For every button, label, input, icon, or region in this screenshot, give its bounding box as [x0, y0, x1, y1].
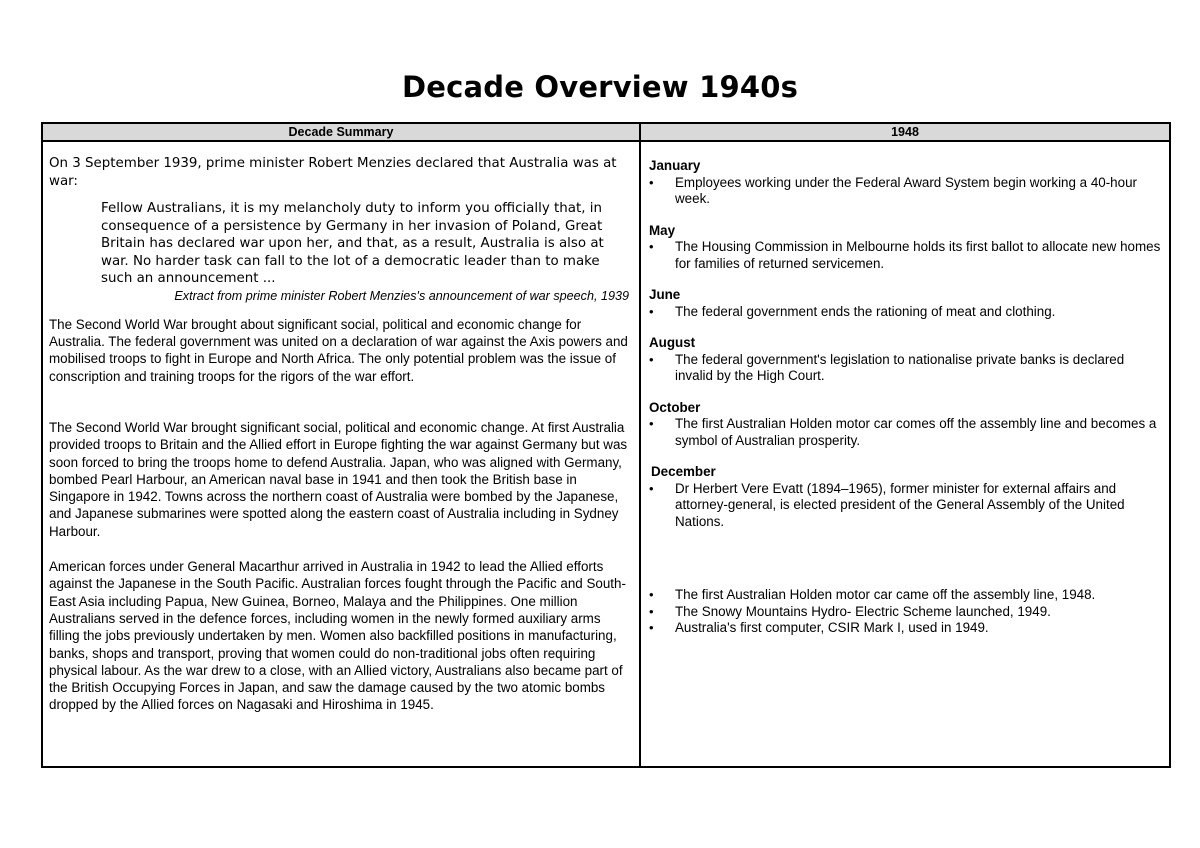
summary-paragraph: The Second World War brought significant social, political and economic change. At first Australia provided troops to Britain and the Allied effort in Europe fighting the war against Germany but was soon forced to bring the troops home to defend Australia. Japan, who was aligned with Germany, bombed Pearl Harbour, an American naval base in 1941 and then took the British base in Singapore in 1942. Towns across the northern coast of Australia were bombed by the Japanese, and Japanese submarines were spotted along the eastern coast of Australia including in Sydney Harbour.	[49, 419, 628, 539]
event-item	[649, 587, 1161, 604]
year-1948-column	[641, 124, 1169, 766]
month-june	[649, 287, 1161, 320]
month-may	[649, 223, 1161, 273]
event-item	[649, 604, 1161, 621]
summary-paragraph: American forces under General Macarthur arrived in Australia in 1942 to lead the Allied efforts against the Japanese in the South Pacific. Australian forces fought through the Pacific and South-East Asia including Papua, New Guinea, Borneo, Malaya and the Philippines. One million Australians served in the defence forces, including women in the newly formed auxiliary arms filling the jobs previously undertaken by men. Women also backfilled positions in manufacturing, banks, shops and transport, proving that women could do non-traditional jobs often requiring physical labour. As the war drew to a close, with an Allied victory, Australians also became part of the British Occupying Forces in Japan, and saw the damage caused by the two atomic bombs dropped by the Allied forces on Nagasaki and Hiroshima in 1945.	[49, 559, 626, 713]
summary-paragraph: The Second World War brought about significant social, political and economic change for Australia. The federal government was united on a declaration of war against the Axis powers and mobilised troops to fight in Europe and North Africa. The only potential problem was the issue of conscription and training troops for the rigors of the war effort.	[49, 316, 628, 384]
month-label: June	[649, 287, 681, 302]
event-text: Dr Herbert Vere Evatt (1894–1965), former minister for external affairs and attorney-general, is elected president of the General Assembly of the United Nations.	[675, 480, 1125, 529]
bullet-icon	[649, 587, 675, 604]
event-text: The federal government's legislation to nationalise private banks is declared invalid by the High Court.	[675, 351, 1125, 383]
month-december	[649, 464, 1161, 530]
year-1948-header: 1948	[641, 124, 1169, 142]
month-january	[649, 158, 1161, 208]
bullet-icon	[649, 481, 675, 498]
later-events-list	[649, 587, 1161, 637]
month-label: May	[649, 222, 676, 238]
event-item	[649, 175, 1161, 208]
event-text: The first Australian Holden motor car comes off the assembly line and becomes a symbol of Australian prosperity.	[675, 416, 1157, 448]
event-item	[649, 304, 1161, 321]
intro-text: On 3 September 1939, prime minister Robert Menzies declared that Australia was at war:	[49, 156, 617, 189]
bullet-icon	[649, 175, 675, 192]
bullet-icon	[649, 239, 675, 256]
event-text: The Snowy Mountains Hydro- Electric Scheme launched, 1949.	[675, 603, 1051, 619]
menzies-quote: Fellow Australians, it is my melancholy duty to inform you officially that, in consequence of a persistence by Germany in her invasion of Poland, Great Britain has declared war upon her, and that, as a result, Australia is also at war. No harder task can fall to the lot of a democratic leader than to make such an announcement ...	[101, 201, 604, 286]
event-text: Employees working under the Federal Award System begin working a 40-hour week.	[675, 174, 1137, 206]
year-1948-body	[641, 142, 1169, 637]
bullet-icon	[649, 620, 675, 637]
event-item	[649, 239, 1161, 272]
decade-summary-body	[43, 142, 639, 714]
event-text: The Housing Commission in Melbourne holds its first ballot to allocate new homes for families of returned servicemen.	[675, 239, 1161, 271]
event-item	[649, 352, 1161, 385]
decade-summary-column	[43, 124, 641, 766]
bullet-icon	[649, 304, 675, 321]
overview-table	[41, 122, 1171, 768]
bullet-icon	[649, 604, 675, 621]
decade-summary-header: Decade Summary	[43, 124, 639, 142]
month-label: August	[649, 335, 696, 350]
event-item	[649, 620, 1161, 637]
month-label: January	[649, 158, 701, 173]
quote-citation: Extract from prime minister Robert Menzies's announcement of war speech, 1939	[174, 288, 629, 303]
page-title: Decade Overview 1940s	[401, 70, 799, 104]
event-text: The first Australian Holden motor car came off the assembly line, 1948.	[675, 587, 1096, 602]
month-label: October	[649, 399, 701, 415]
event-text: The federal government ends the rationing of meat and clothing.	[675, 303, 1056, 319]
bullet-icon	[649, 416, 675, 433]
event-text: Australia's first computer, CSIR Mark I, used in 1949.	[675, 620, 989, 635]
event-item	[649, 481, 1161, 531]
month-label: December	[651, 464, 716, 479]
month-october	[649, 400, 1161, 450]
month-august	[649, 335, 1161, 385]
event-item	[649, 416, 1161, 449]
bullet-icon	[649, 352, 675, 369]
